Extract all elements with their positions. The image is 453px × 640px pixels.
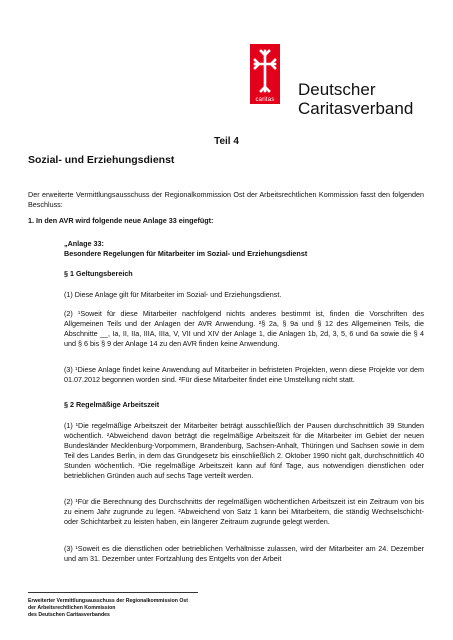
section-2-paragraph-2: (2) ¹Für die Berechnung des Durchschnitts der regelmäßigen wöchentlichen Arbeitszeit ist ein Zeitraum von bis zu einem Jahr zugrunde zu legen. ²Abweichend von Satz 1 kann bei Mitarbeitern, die ständig Wechselschicht- oder Schichtarbeit zu leisten haben, ein längerer Zeitraum zugrunde gelegt werden.	[64, 497, 424, 526]
item-1: 1. In den AVR wird folgende neue Anlage 33 eingefügt:	[28, 216, 214, 225]
section-2-heading: § 2 Regelmäßige Arbeitszeit	[64, 400, 160, 409]
anlage-subtitle: Besondere Regelungen für Mitarbeiter im Sozial- und Erziehungsdienst	[64, 249, 308, 258]
org-line-1: Deutscher	[298, 80, 376, 99]
caritas-cross-icon	[250, 44, 280, 96]
section-1-paragraph-1: (1) Diese Anlage gilt für Mitarbeiter im Sozial- und Erziehungsdienst.	[64, 290, 282, 299]
logo-wordmark: caritas	[255, 97, 275, 103]
section-2-paragraph-3: (3) ¹Soweit es die dienstlichen oder betrieblichen Verhältnisse zulassen, wird der Mitarbeiter am 24. Dezember und am 31. Dezember unter Fortzahlung des Entgelts von der Arbeit	[64, 544, 424, 563]
org-line-2: Caritasverband	[298, 99, 414, 118]
footer	[28, 598, 288, 618]
footer-divider	[28, 592, 198, 593]
footer-line-3: des Deutschen Caritasverbandes	[28, 611, 110, 618]
section-1-heading: § 1 Geltungsbereich	[64, 269, 133, 278]
part-heading: Teil 4	[214, 136, 239, 147]
anlage-title: „Anlage 33:	[64, 239, 104, 248]
footer-line-2: der Arbeitsrechtlichen Kommission	[28, 604, 116, 611]
intro-paragraph: Der erweiterte Vermittlungsausschuss der Regionalkommission Ost der Arbeitsrechtlichen Kommission fasst den folgenden Beschluss:	[28, 190, 424, 209]
section-2-paragraph-1: (1) ¹Die regelmäßige Arbeitszeit der Mitarbeiter beträgt ausschließlich der Pausen durchschnittlich 39 Stunden wöchentlich. ²Abweichend davon beträgt die regelmäßige Arbeitszeit für die Mitarbeiter im Gebiet der neuen Bundesländer Mecklenburg-Vorpommern, Brandenburg, Sachsen-Anhalt, Thüringen und Sachsen sowie in dem Teil des Landes Berlin, in dem das Grundgesetz bis einschließlich 2. Oktober 1990 nicht galt, durchschnittlich 40 Stunden wöchentlich. ³Die regelmäßige Arbeitszeit kann auf fünf Tage, aus notwendigen dienstlichen oder betrieblichen Gründen auch auf sechs Tage verteilt werden.	[64, 421, 424, 480]
document-title: Sozial- und Erziehungsdienst	[28, 154, 175, 166]
footer-line-1: Erweiterter Vermittlungsausschuss der Regionalkommission Ost	[28, 598, 188, 604]
section-1-paragraph-2: (2) ¹Soweit für diese Mitarbeiter nachfolgend nichts anderes bestimmt ist, finden die Vorschriften des Allgemeinen Teils und der Anlagen der AVR Anwendung. ²§ 2a, § 9a und § 12 des Allgemeinen Teils, die Abschnitte __, Ia, II, IIa, IIIA, IIIa, V, VII und XIV der Anlage 1, die Anlagen 1b, 2d, 3, 5, 6 und 6a sowie die § 4 und § 6 bis § 9 der Anlage 14 zu den AVR finden keine Anwendung.	[64, 309, 424, 348]
organization-name	[298, 80, 448, 118]
section-1-paragraph-3: (3) ¹Diese Anlage findet keine Anwendung auf Mitarbeiter in befristeten Projekten, wenn diese Projekte vor dem 01.07.2012 begonnen worden sind. ²Für diese Mitarbeiter findet eine Umstellung nicht statt.	[64, 365, 424, 384]
caritas-logo	[250, 44, 280, 104]
